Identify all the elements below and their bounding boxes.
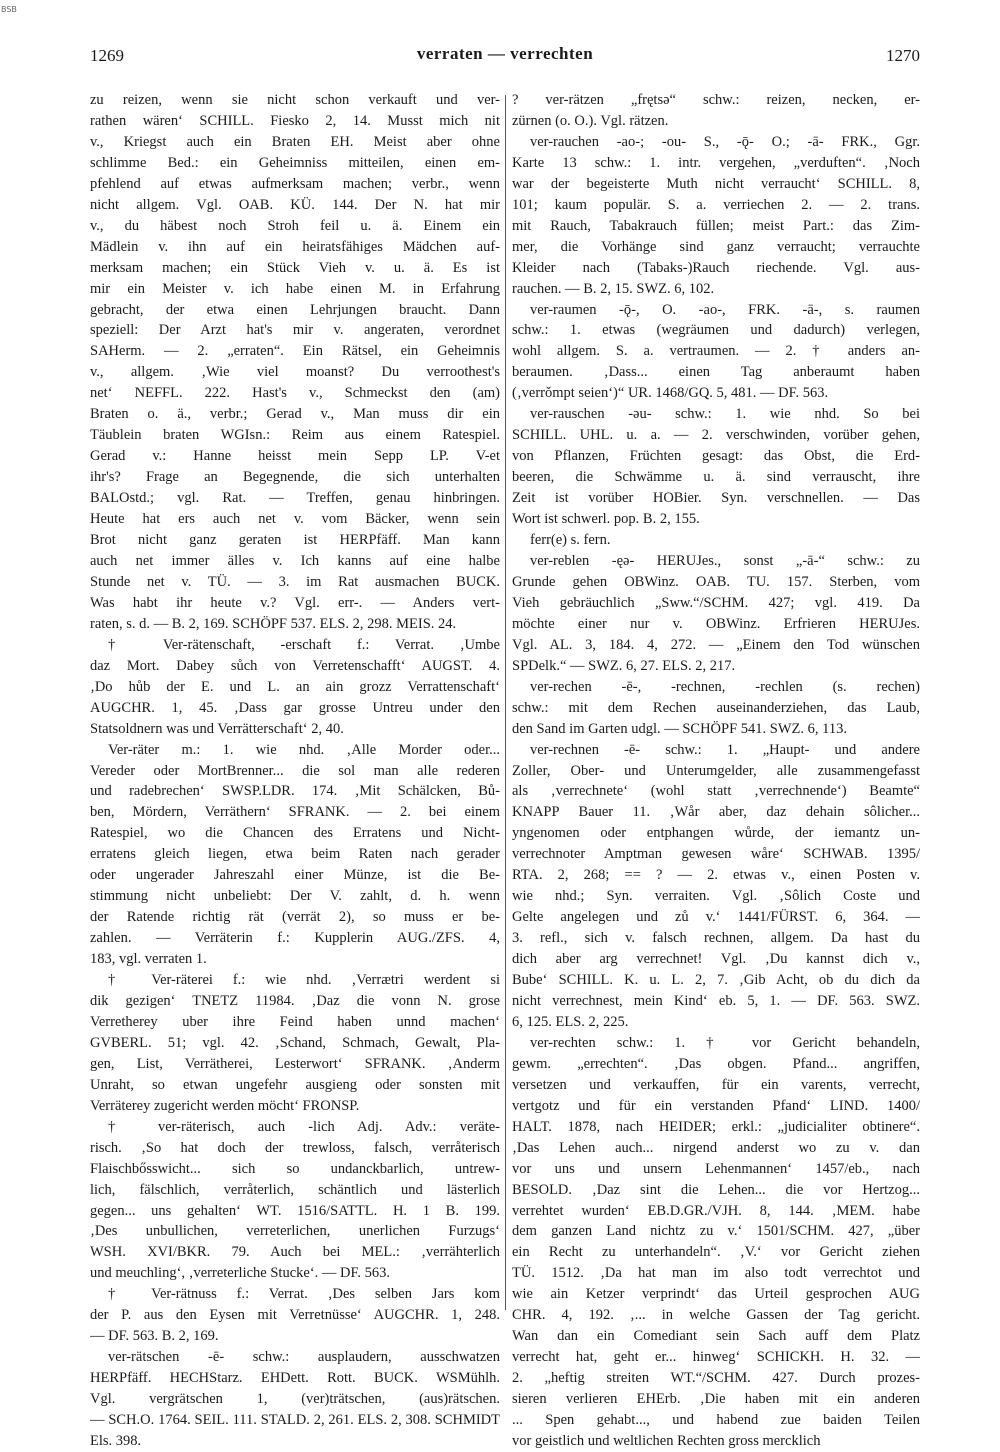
text-line: Gerad v.: Hanne heisst mein Sepp LP. V-et [90, 448, 500, 465]
text-line: (‚verrǒmpt seien‘)“ UR. 1468/GQ. 5, 481. — DF. 563. [512, 385, 829, 402]
text-line: Kleider nach (Tabaks-)Rauch riechende. Vgl. aus- [512, 259, 920, 276]
text-line: 183, vgl. verraten 1. [90, 951, 207, 968]
text-line: vor uns und unsern Lehenmannen‘ 1457/eb., nach [512, 1160, 920, 1177]
page-header [90, 46, 920, 70]
text-line: gen, List, Verrätherei, Lesterwort‘ SFRANK. ‚Anderm [90, 1055, 500, 1072]
column-divider [505, 95, 506, 1310]
text-line: zürnen (o. O.). Vgl. rätzen. [512, 112, 669, 129]
text-line: versetzen und verkauffen, für ein varents, verrecht, [512, 1076, 920, 1093]
text-line: ver-rechen -ē-, -rechnen, -rechlen (s. rechen) [530, 678, 920, 695]
text-line: zu reizen, wenn sie nicht schon verkauft und ver- [90, 92, 500, 108]
text-line: Verretherey uber ihre Feind haben unnd machen‘ [90, 1013, 500, 1030]
text-line: Braten o. ä., verbr.; Gerad v., Man muss dir ein [90, 406, 500, 423]
text-line: und meuchling‘, ‚verreterliche Stucke‘. — DF. 563. [90, 1265, 391, 1282]
text-line: † ver-räterisch, auch -lich Adj. Adv.: veräte- [108, 1118, 500, 1135]
text-line: nicht verrechnest, mein Kind‘ eb. 5, 1. — DF. 563. SWZ. [512, 992, 920, 1009]
text-line: beraumen. ‚Dass... einen Tag anberaumt haben [512, 364, 920, 381]
text-line: vertgotz und für ein verstanden Pfand‘ LIND. 1400/ [512, 1097, 920, 1114]
text-line: Heute hat ers auch net v. vom Bäcker, wenn sein [90, 511, 500, 528]
text-line: — SCH.O. 1764. SEIL. 111. STALD. 2, 261. ELS. 2, 308. SCHMIDT [90, 1412, 500, 1429]
text-line: Vieh gebräuchlich „Sww.“/SCHM. 427; vgl. 419. Da [512, 594, 920, 611]
text-line: Vereder oder MortBrenner... die sol man alle rederen [90, 762, 500, 779]
text-line: v., du häbest noch Stroh feil u. ä. Einem ein [90, 217, 500, 234]
text-line: RTA. 2, 268; == ? — 2. etwas v., einen Posten v. [512, 867, 920, 884]
text-line: von Pflanzen, Früchten gesagt: das Obst, die Erd- [512, 448, 920, 465]
text-line: BESOLD. ‚Daz sint die Lehen... die vor Hertzog... [512, 1181, 920, 1198]
text-line: † Ver-rätenschaft, -erschaft f.: Verrat. ‚Umbe [108, 636, 500, 653]
text-line: beeren, die Schwämme u. ä. sind verrauscht, ihre [512, 469, 920, 486]
text-line: Brot nicht ganz geraten ist HERPfäff. Man kann [90, 532, 500, 549]
text-line: der P. aus den Eysen mit Verretnüsse‘ AUGCHR. 1, 248. [90, 1307, 500, 1324]
text-line: rauchen. — B. 2, 15. SWZ. 6, 102. [512, 280, 715, 297]
text-line: ... Spen gehabt..., und habend zue baiden Teilen [512, 1412, 920, 1429]
text-line: yngenomen oder entphangen wůrde, der iemantz un- [512, 825, 920, 842]
text-line: Zoller, Ober- und Unterumgelder, alle zusammengefasst [512, 762, 920, 779]
text-line: dich aber arg verrechnet! Vgl. ‚Du kannst dich v., [512, 951, 920, 968]
text-line: † Ver-räterei f.: wie nhd. ‚Verrætri werdent si [108, 972, 500, 989]
text-line: ben, Mördern, Verräthern‘ SFRANK. — 2. bei einem [90, 804, 500, 821]
text-line: SCHILL. UHL. u. a. — 2. verschwinden, vorüber gehen, [512, 427, 920, 444]
text-line: 6, 125. ELS. 2, 225. [512, 1013, 629, 1030]
right-column [512, 90, 920, 1452]
text-line: zahlen. — Verräterin f.: Kupplerin AUG./ZFS. 4, [90, 930, 500, 947]
text-line: gegen... uns gehalten‘ WT. 1516/SATTL. H. 1 B. 199. [90, 1202, 500, 1219]
text-line: und radebrechen‘ SWSP.LDR. 174. ‚Mit Schälcken, Bů- [90, 783, 500, 800]
text-line: ein Recht zu unterhandeln“. ‚V.‘ vor Gericht ziehen [512, 1244, 920, 1261]
text-line: raten, s. d. — B. 2, 169. SCHÖPF 537. ELS. 2, 298. MEIS. 24. [90, 615, 457, 632]
text-line: daz Mort. Dabey sůch von Verretenschafft‘ AUGST. 4. [90, 657, 500, 674]
text-line: schw.: mit dem Rechen auseinanderziehen, das Laub, [512, 699, 920, 716]
text-line: ‚Des unbullichen, verreterlichen, unerlichen Furzugs‘ [90, 1223, 500, 1240]
text-line: möchte einer nur v. OBWinz. Erfrieren HERUJes. [512, 615, 920, 632]
running-head: verraten — verrechten [416, 44, 594, 63]
text-line: mir ein Meister v. ich habe einen M. in Erfahrung [90, 280, 500, 297]
text-line: Bube‘ SCHILL. K. u. L. 2, 7. ‚Gib Acht, ob du dich da [512, 972, 920, 989]
text-line: nicht allgem. Vgl. OAB. KÜ. 144. Der N. hat mir [90, 196, 500, 213]
text-line: ver-rauchen -ao-; -ou- S., -ǭ- O.; -ā- FRK., Ggr. [530, 133, 920, 150]
text-line: GVBERL. 51; vgl. 42. ‚Schand, Schmach, Gewalt, Pla- [90, 1034, 500, 1051]
text-line: ‚Do hůb der E. und L. an ain grozz Verrattenschaft‘ [90, 678, 500, 695]
text-line: ver-raumen -ǭ-, O. -ao-, FRK. -ā-, s. raumen [530, 301, 920, 318]
right-page-number: 1270 [886, 46, 920, 65]
text-line: pfehlend auf etwas aufmerksam machen; verbr., wenn [90, 175, 500, 192]
text-line: war der begeisterte Muth nicht verraucht‘ SCHILL. 8, [512, 175, 920, 192]
text-line: den Sand im Garten udgl. — SCHÖPF 541. SWZ. 6, 113. [512, 720, 847, 737]
text-line: lich, fälschlich, verråterlich, schäntlich und lästerlich [90, 1181, 500, 1198]
text-line: ver-reblen -ęə- HERUJes., sonst „-ā-“ schw.: zu [530, 552, 920, 569]
text-line: gewm. „errechten“. ‚Das obgen. Pfand... angriffen, [512, 1055, 920, 1072]
text-line: ver-rätschen -ē- schw.: ausplaudern, ausschwatzen [108, 1349, 500, 1366]
text-line: verrechnoter Amptman gewesen wåre‘ SCHWAB. 1395/ [512, 846, 920, 863]
text-line: erratens gleich liegen, etwa beim Raten nach gerader [90, 846, 500, 863]
text-line: vor geistlich und weltlichen Rechten gross mercklich [512, 1433, 821, 1449]
text-line: — DF. 563. B. 2, 169. [90, 1328, 219, 1345]
text-line: verrecht hat, geht er... hinweg‘ SCHICKH. H. 32. — [512, 1349, 920, 1366]
text-line: speziell: Der Arzt hat's mir v. angeraten, verordnet [90, 322, 500, 339]
text-line: Gelte angelegen und zů v.‘ 1441/FÜRST. 6, 364. — [512, 909, 920, 926]
left-page-number: 1269 [90, 46, 124, 65]
text-line: der Ratende richtig rät (verrät 2), so muss er be- [90, 909, 500, 926]
text-line: Stunde net v. TÜ. — 3. im Rat ausmachen BUCK. [90, 573, 500, 590]
text-line: als ‚verrechnete‘ (wohl statt ‚verrechnende‘) Beamte“ [512, 783, 920, 800]
left-column [90, 90, 500, 1452]
text-line: schw.: 1. etwas (wegräumen und dadurch) verlegen, [512, 322, 920, 339]
text-line: 101; kaum populär. S. a. verriechen 2. — 2. trans. [512, 196, 920, 213]
text-line: TÜ. 1512. ‚Da hat man im also todt verrechtot und [512, 1265, 920, 1282]
text-line: stimmung nicht unbeliebt: Der V. zahlt, d. h. wenn [90, 888, 500, 905]
text-line: v., allgem. ‚Wie viel moanst? Du verroothest's [90, 364, 500, 381]
text-line: ver-rechnen -ē- schw.: 1. „Haupt- und andere [530, 741, 920, 758]
text-line: ‚Das Lehen auch... nirgend anderst wo zu v. dan [512, 1139, 920, 1156]
text-line: Grunde gehen OBWinz. OAB. TU. 157. Sterben, vom [512, 573, 920, 590]
text-line: Ver-räter m.: 1. wie nhd. ‚Alle Morder oder... [108, 741, 500, 758]
text-line: Unraht, so etwan ungefehr ausgieng oder sonsten mit [90, 1076, 500, 1093]
text-line: dik gezigen‘ TNETZ 11984. ‚Daz die vonn N. grose [90, 992, 500, 1009]
text-line: 3. refl., sich v. falsch rechnen, allgem. Da hast du [512, 930, 920, 947]
text-line: WSH. XVI/BKR. 79. Auch bei MEL.: ‚verrähterlich [90, 1244, 500, 1261]
text-line: Mädlein v. ihn auf ein heiratsfähiges Mädchen auf- [90, 238, 500, 255]
text-line: gebracht, der etwa einen Lehrjungen braucht. Dann [90, 301, 500, 318]
text-line: sieren verlieren EHErb. ‚Die haben mit ein anderen [512, 1391, 920, 1408]
text-line: HERPfäff. HECHStarz. EHDett. Rott. BUCK. WSMühlh. [90, 1370, 500, 1387]
text-line: Els. 398. [90, 1433, 142, 1449]
text-line: merksam machen; ein Stück Vieh v. u. ä. Es ist [90, 259, 500, 276]
text-line: mer, die Vorhänge sind ganz verraucht; verrauchte [512, 238, 920, 255]
text-line: Vgl. vergrätschen 1, (ver)trätschen, (aus)rätschen. [90, 1391, 500, 1408]
text-line: auch net immer älles v. Ich kanns auf eine halbe [90, 552, 500, 569]
text-line: HALT. 1878, nach HEIDER; erkl.: „judicialiter obtinere“. [512, 1118, 920, 1135]
text-line: ? ver-rätzen „frętsə“ schw.: reizen, necken, er- [512, 92, 920, 108]
library-stamp: BSB [1, 5, 17, 14]
text-line: ihr's? Frage an Begegnende, die sich unterhalten [90, 469, 500, 486]
text-line: dem ganzen Land nichtz zu v.‘ 1501/SCHM. 427, „über [512, 1223, 920, 1240]
text-line: AUGCHR. 1, 45. ‚Dass gar grosse Untreu under den [90, 699, 500, 716]
text-line: Vgl. AL. 3, 184. 4, 272. — „Einem den Tod wünschen [512, 636, 920, 653]
text-line: mit Rauch, Tabakrauch füllen; meist Part.: das Zim- [512, 217, 920, 234]
text-line: Wan dan ein Comediant sein Sach auff dem Platz [512, 1328, 920, 1345]
text-line: Verräterey zugericht werden möcht‘ FRONSP. [90, 1097, 360, 1114]
text-line: wie nhd.; Syn. verraiten. Vgl. ‚Sôlich Coste und [512, 888, 920, 905]
text-line: v., Kriegst auch ein Braten EH. Meist aber ohne [90, 133, 500, 150]
text-line: wie ain Ketzer verprindt‘ das Urteil gesprochen AUG [512, 1286, 920, 1303]
text-line: net‘ NEFFL. 222. Hast's v., Schmeckst den (am) [90, 385, 500, 402]
text-line: † Ver-rätnuss f.: Verrat. ‚Des selben Jars kom [108, 1286, 500, 1303]
text-line: wohl allgem. S. a. vertraumen. — 2. † anders an- [512, 343, 920, 360]
text-line: rathen wären‘ SCHILL. Fiesko 2, 14. Musst mich nit [90, 112, 500, 129]
text-line: KNAPP Bauer 11. ‚Wår aber, daz dehain sôlicher... [512, 804, 920, 821]
text-line: schlimme Bed.: ein Geheimniss mitteilen, einen em- [90, 154, 500, 171]
text-line: Statsoldnern was und Verrätterschaft‘ 2, 40. [90, 720, 344, 737]
text-line: Karte 13 schw.: 1. intr. vergehen, „verduften“. ‚Noch [512, 154, 920, 171]
text-line: ver-rauschen -əu- schw.: 1. wie nhd. So bei [530, 406, 920, 423]
text-line: BALOstd.; vgl. Rat. — Treffen, genau hinbringen. [90, 490, 500, 507]
text-line: Zeit ist vorüber HOBier. Syn. verschnellen. — Das [512, 490, 920, 507]
text-line: CHR. 4, 192. ‚... in welche Gassen der Tag gericht. [512, 1307, 920, 1324]
text-line: SAHerm. — 2. „erraten“. Ein Rätsel, ein Geheimnis [90, 343, 500, 360]
text-line: verrehtet wurden‘ EB.D.GR./VJH. 8, 144. ‚MEM. habe [512, 1202, 920, 1219]
text-line: Flaischbősswicht... sich so undanckbarlich, untrew- [90, 1160, 500, 1177]
text-line: Täublein braten WGIsn.: Reim aus einem Ratespiel. [90, 427, 500, 444]
text-line: ver-rechten schw.: 1. † vor Gericht behandeln, [530, 1034, 920, 1051]
text-line: ferr(e) s. fern. [530, 532, 611, 549]
text-line: Ratespiel, wo die Chancen des Erratens und Nicht- [90, 825, 500, 842]
text-line: risch. ‚So hat doch der trewloss, falsch, verråterisch [90, 1139, 500, 1156]
text-line: SPDelk.“ — SWZ. 6, 27. ELS. 2, 217. [512, 657, 736, 674]
text-line: Was habt ihr heute v.? Vgl. err-. — Anders vert- [90, 594, 500, 611]
text-line: Wort ist schwerl. pop. B. 2, 155. [512, 511, 700, 528]
text-line: oder ungerader Jahreszahl einer Münze, ist die Be- [90, 867, 500, 884]
text-line: 2. „heftig streiten WT.“/SCHM. 427. Durch prozes- [512, 1370, 920, 1387]
